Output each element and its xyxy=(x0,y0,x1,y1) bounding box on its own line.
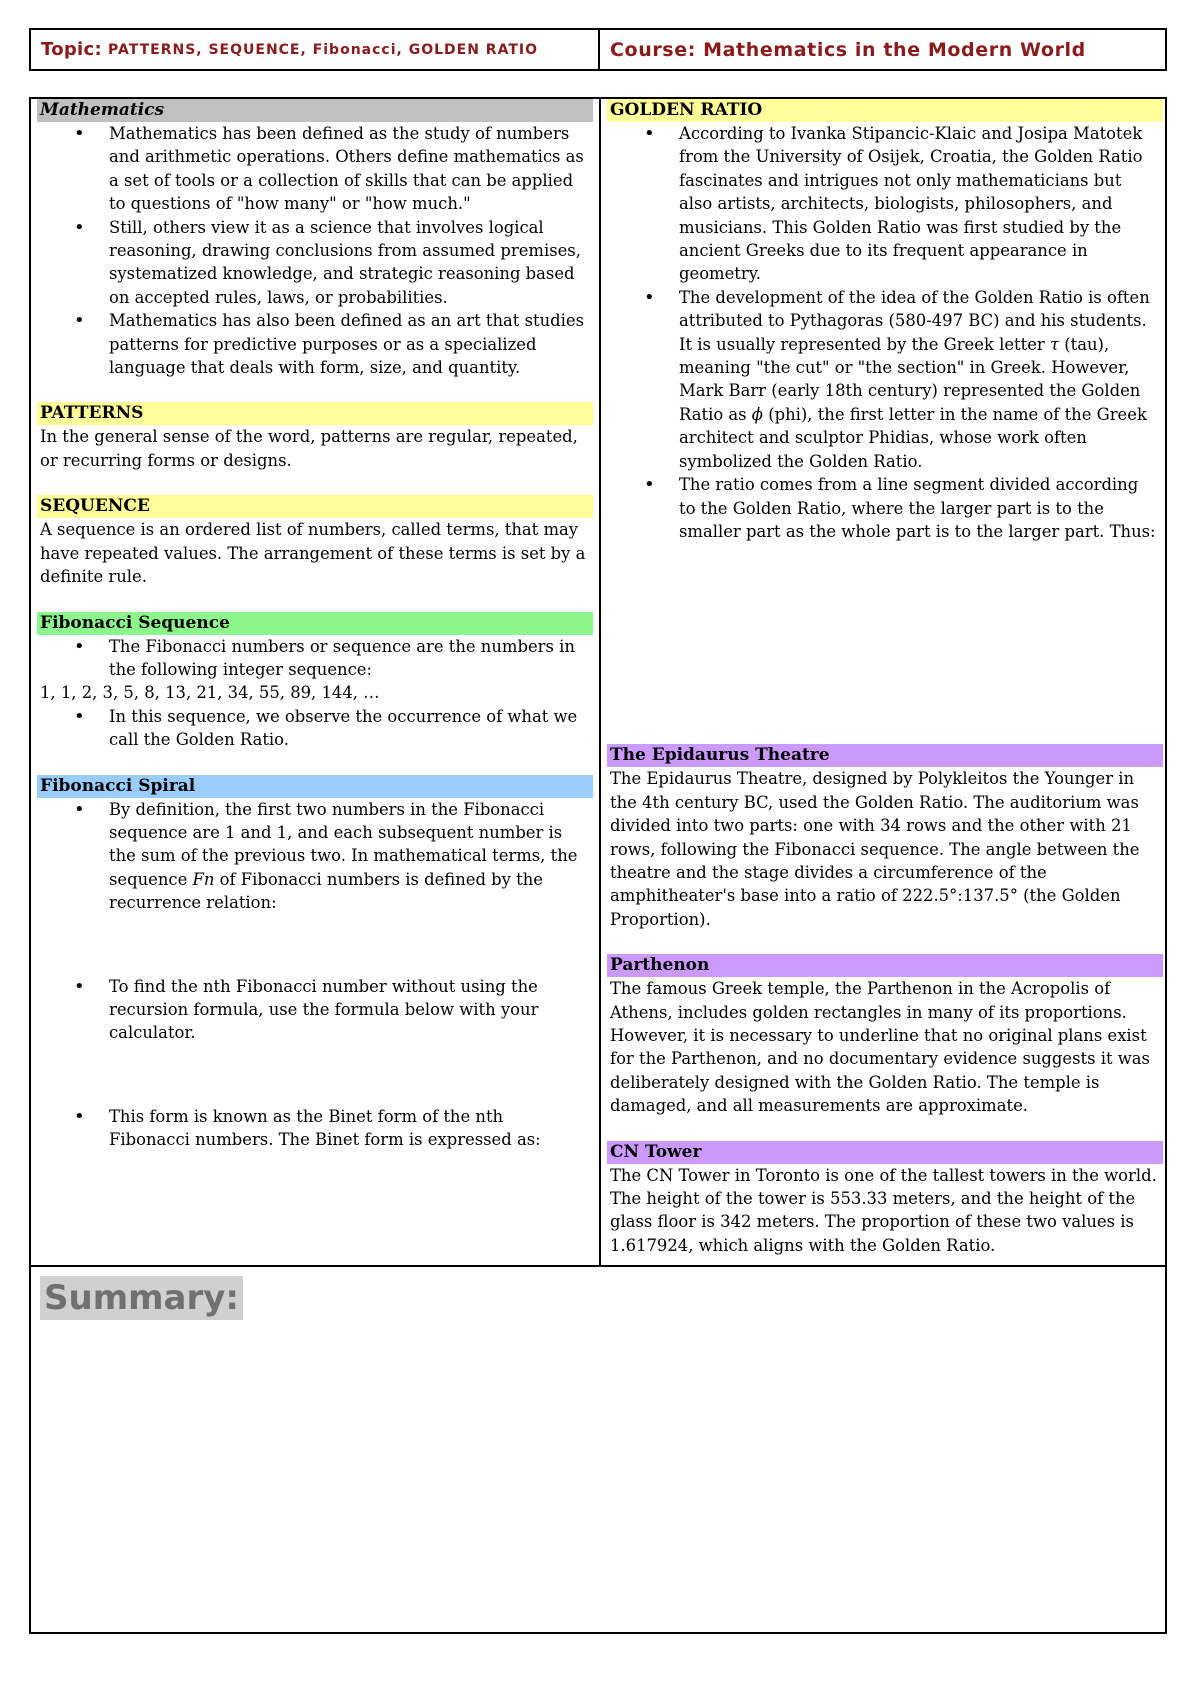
list-item: • In this sequence, we observe the occurrence of what we call the Golden Ratio. xyxy=(37,705,593,752)
variable-fn: Fn xyxy=(192,869,215,889)
sequence-text: A sequence is an ordered list of numbers, called terms, that may have repeated values. The arrangement of these terms is set by a definite rule. xyxy=(40,520,586,587)
mathematics-list xyxy=(37,122,593,379)
topic-value: PATTERNS, SEQUENCE, Fibonacci, GOLDEN RATIO xyxy=(107,41,538,58)
list-item xyxy=(607,286,1163,473)
fibonacci-spiral-list-3 xyxy=(37,1105,593,1152)
list-item: • To find the nth Fibonacci number without using the recursion formula, use the formula below with your calculator. xyxy=(37,975,593,1045)
section-heading-mathematics: Mathematics xyxy=(37,99,593,122)
fibonacci-spiral-list xyxy=(37,798,593,915)
list-item xyxy=(37,798,593,915)
section-heading-fibonacci-spiral: Fibonacci Spiral xyxy=(37,775,593,798)
list-item: • Mathematics has also been defined as an art that studies patterns for predictive purposes or as a specialized language that deals with form, size, and quantity. xyxy=(37,309,593,379)
item-text: (phi), the first letter in the name of the Greek architect and sculptor Phidias, whose work often symbolized the Golden Ratio. xyxy=(679,404,1147,471)
topic-cell xyxy=(31,30,600,69)
patterns-text: In the general sense of the word, patterns are regular, repeated, or recurring forms or designs. xyxy=(40,427,578,470)
parthenon-text: The famous Greek temple, the Parthenon in the Acropolis of Athens, includes golden rectangles in many of its proportions. However, it is necessary to underline that no original plans exist for the Parthenon, and no documentary evidence suggests it was deliberately designed with the Golden Ratio. The temple is damaged, and all measurements are approximate. xyxy=(610,979,1150,1116)
list-item: • Still, others view it as a science that involves logical reasoning, drawing conclusions from assumed premises, systematized knowledge, and strategic reasoning based on accepted rules, laws, or probabilities. xyxy=(37,216,593,310)
section-heading-epidaurus: The Epidaurus Theatre xyxy=(607,744,1163,767)
fibonacci-spiral-list-2 xyxy=(37,975,593,1045)
golden-ratio-list xyxy=(607,122,1163,543)
list-item: • The ratio comes from a line segment divided according to the Golden Ratio, where the larger part is to the smaller part as the whole part is to the larger part. Thus: xyxy=(607,473,1163,543)
fibonacci-sequence-list xyxy=(37,635,593,682)
item-text: of Fibonacci numbers is defined by the recurrence relation: xyxy=(109,869,543,913)
list-item: • The Fibonacci numbers or sequence are the numbers in the following integer sequence: xyxy=(37,635,593,682)
summary-heading: Summary: xyxy=(40,1276,243,1320)
fibonacci-numbers: 1, 1, 2, 3, 5, 8, 13, 21, 34, 55, 89, 144, … xyxy=(40,683,380,703)
notes-table xyxy=(29,97,1167,1634)
section-heading-patterns: PATTERNS xyxy=(37,402,593,425)
right-column xyxy=(607,99,1163,1257)
course-title: Course: Mathematics in the Modern World xyxy=(610,38,1086,61)
tau-symbol: τ xyxy=(1049,334,1060,354)
phi-symbol: ϕ xyxy=(751,404,763,424)
section-heading-golden-ratio: GOLDEN RATIO xyxy=(607,99,1163,122)
list-item: • According to Ivanka Stipancic-Klaic and Josipa Matotek from the University of Osijek, Croatia, the Golden Ratio fascinates and intrigues not only mathematicians but also artists, architects, biologists, philosophers, and musicians. This Golden Ratio was first studied by the ancient Greeks due to its frequent appearance in geometry. xyxy=(607,122,1163,286)
topic-label: Topic: xyxy=(41,39,102,60)
list-item: • This form is known as the Binet form of the nth Fibonacci numbers. The Binet form is expressed as: xyxy=(37,1105,593,1152)
column-divider xyxy=(599,99,601,1265)
left-column xyxy=(37,99,593,1152)
summary-divider xyxy=(31,1265,1165,1267)
section-heading-cn-tower: CN Tower xyxy=(607,1141,1163,1164)
section-heading-sequence: SEQUENCE xyxy=(37,495,593,518)
epidaurus-text: The Epidaurus Theatre, designed by Polykleitos the Younger in the 4th century BC, used the Golden Ratio. The auditorium was divided into two parts: one with 34 rows and the other with 21 rows, following the Fibonacci sequence. The angle between the theatre and the stage divides a circumference of the amphitheater's base into a ratio of 222.5°:137.5° (the Golden Proportion). xyxy=(610,769,1140,929)
fibonacci-sequence-list-2 xyxy=(37,705,593,752)
header-table xyxy=(29,28,1167,71)
list-item: • Mathematics has been defined as the study of numbers and arithmetic operations. Others define mathematics as a set of tools or a collection of skills that can be applied to questions of "how many" or "how much." xyxy=(37,122,593,216)
item-text: By definition, the first two numbers in the Fibonacci sequence are 1 and 1, and each subsequent number is the sum of the previous two. In mathematical terms, the sequence xyxy=(109,799,578,889)
item-text: (tau), meaning "the cut" or "the section" in Greek. However, Mark Barr (early 18th century) represented the Golden Ratio as xyxy=(679,334,1141,424)
item-text: The development of the idea of the Golden Ratio is often attributed to Pythagoras (580-497 BC) and his students. It is usually represented by the Greek letter xyxy=(679,287,1150,354)
section-heading-parthenon: Parthenon xyxy=(607,954,1163,977)
course-cell xyxy=(600,30,1165,69)
cn-tower-text: The CN Tower in Toronto is one of the tallest towers in the world. The height of the tower is 553.33 meters, and the height of the glass floor is 342 meters. The proportion of these two values is 1.617924, which aligns with the Golden Ratio. xyxy=(610,1165,1157,1255)
section-heading-fibonacci-sequence: Fibonacci Sequence xyxy=(37,612,593,635)
